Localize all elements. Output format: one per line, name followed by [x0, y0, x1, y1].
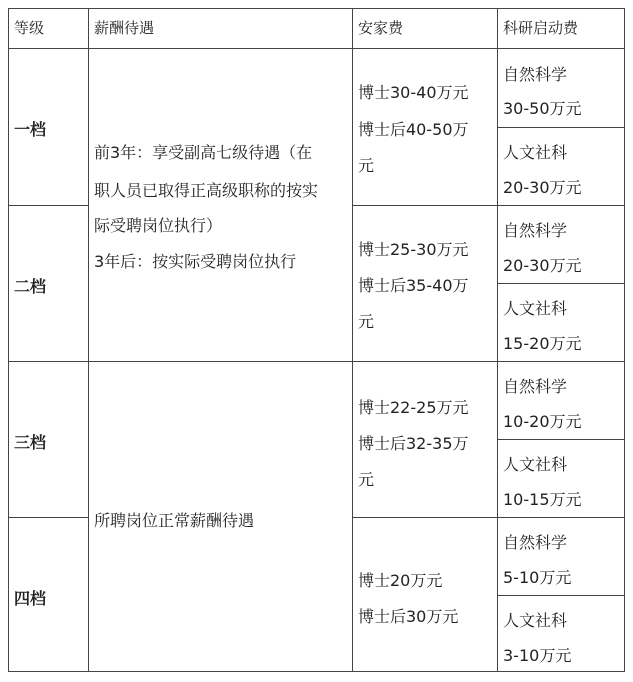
- startup-field: 人文社科: [503, 143, 568, 162]
- header-startup: 科研启动费: [503, 19, 579, 37]
- startup-sub-divider: [497, 595, 625, 596]
- startup-amount: 10-20万元: [503, 412, 582, 431]
- grade-label: 四档: [14, 589, 47, 608]
- salary-line: 职人员已取得正高级职称的按实: [94, 181, 319, 200]
- startup-amount: 10-15万元: [503, 490, 582, 509]
- col-divider-3: [497, 8, 498, 672]
- settle-line: 元: [358, 156, 375, 175]
- header-salary: 薪酬待遇: [94, 19, 155, 37]
- startup-field: 人文社科: [503, 611, 568, 630]
- startup-amount: 5-10万元: [503, 568, 572, 587]
- startup-sub-divider: [497, 283, 625, 284]
- table-border-right: [624, 8, 625, 672]
- row-divider: [8, 517, 88, 518]
- settle-line: 博士30-40万元: [358, 83, 469, 102]
- salary-line: 际受聘岗位执行）: [94, 216, 223, 235]
- row-divider: [352, 205, 625, 206]
- startup-field: 人文社科: [503, 455, 568, 474]
- settle-line: 博士后40-50万: [358, 120, 469, 139]
- grade-label: 三档: [14, 433, 47, 452]
- settle-line: 元: [358, 312, 375, 331]
- settle-line: 博士后32-35万: [358, 434, 469, 453]
- row-divider: [8, 361, 625, 362]
- settle-line: 博士22-25万元: [358, 398, 469, 417]
- settle-line: 元: [358, 470, 375, 489]
- row-divider: [352, 517, 625, 518]
- startup-field: 自然科学: [503, 65, 568, 84]
- startup-sub-divider: [497, 127, 625, 128]
- startup-amount: 20-30万元: [503, 256, 582, 275]
- startup-field: 自然科学: [503, 377, 568, 396]
- grade-label: 一档: [14, 120, 47, 139]
- salary-line: 所聘岗位正常薪酬待遇: [94, 511, 255, 530]
- table-border-bottom: [8, 671, 625, 672]
- settle-line: 博士后35-40万: [358, 276, 469, 295]
- settle-line: 博士25-30万元: [358, 240, 469, 259]
- settle-line: 博士后30万元: [358, 607, 459, 626]
- startup-field: 自然科学: [503, 221, 568, 240]
- salary-line: 3年后：按实际受聘岗位执行: [94, 252, 297, 271]
- startup-field: 人文社科: [503, 299, 568, 318]
- table-border-top: [8, 8, 625, 9]
- header-divider: [8, 48, 625, 49]
- startup-amount: 20-30万元: [503, 178, 582, 197]
- salary-line: 前3年：享受副高七级待遇（在: [94, 143, 313, 162]
- header-grade: 等级: [14, 19, 45, 37]
- startup-sub-divider: [497, 439, 625, 440]
- startup-amount: 15-20万元: [503, 334, 582, 353]
- row-divider: [8, 205, 88, 206]
- startup-amount: 3-10万元: [503, 646, 572, 665]
- startup-amount: 30-50万元: [503, 99, 582, 118]
- col-divider-1: [88, 8, 89, 672]
- col-divider-2: [352, 8, 353, 672]
- startup-field: 自然科学: [503, 533, 568, 552]
- header-settle: 安家费: [358, 19, 404, 37]
- grade-label: 二档: [14, 277, 47, 296]
- table-border-left: [8, 8, 9, 672]
- settle-line: 博士20万元: [358, 571, 443, 590]
